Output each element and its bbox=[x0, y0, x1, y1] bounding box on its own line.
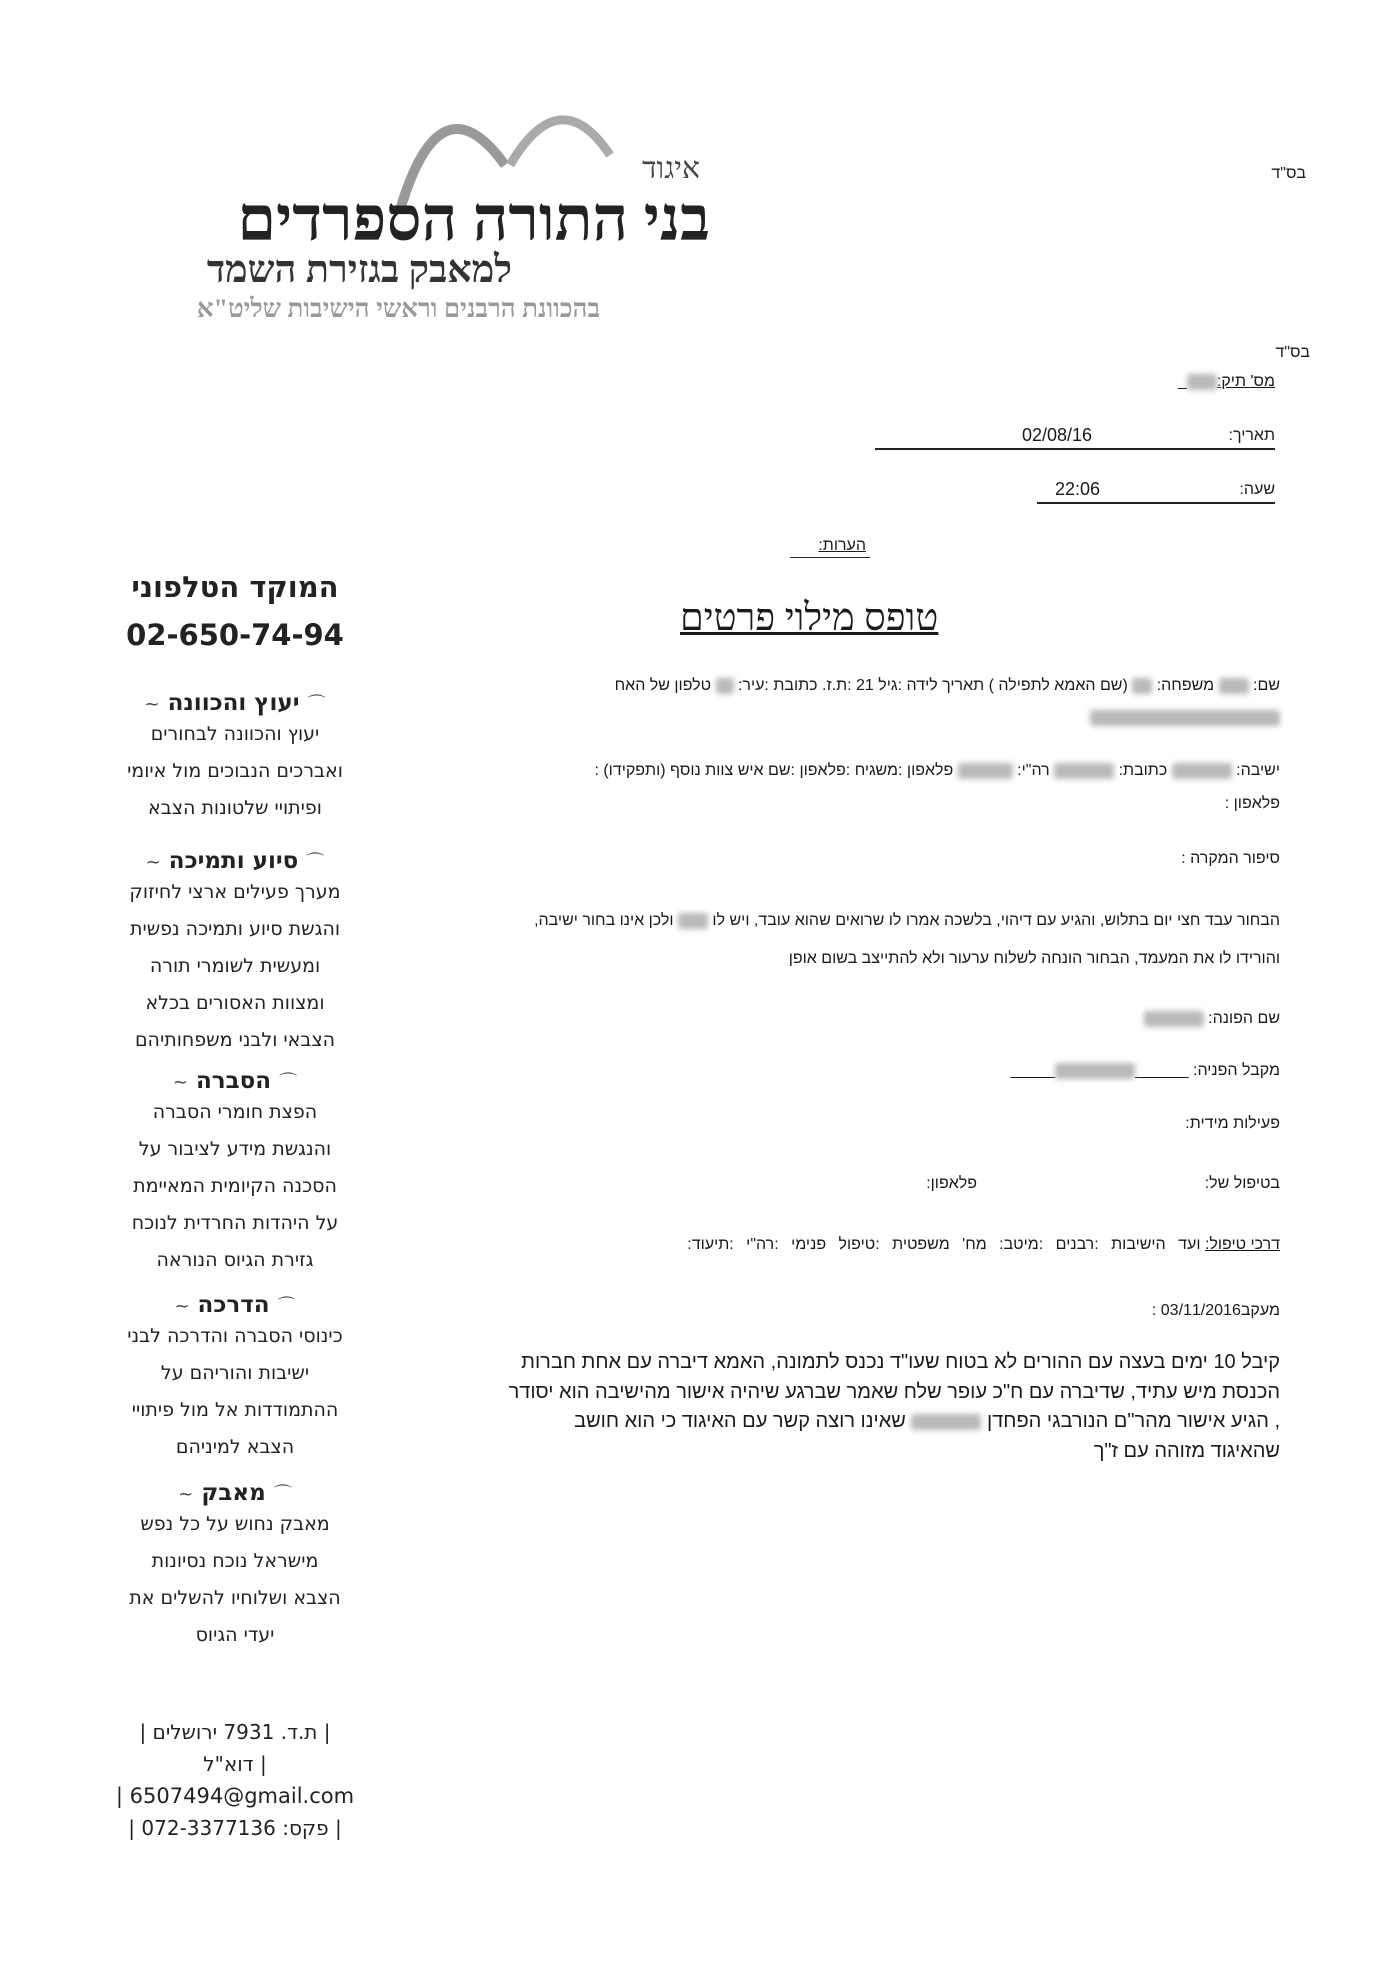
section-line: הצבאי ולבני משפחותיהם bbox=[134, 1029, 336, 1051]
followup-text-part: שאינו רוצה קשר עם האיגוד כי הוא חושב bbox=[574, 1410, 906, 1432]
email-address[interactable]: | 6507494@gmail.com bbox=[115, 1784, 355, 1808]
notes-underline bbox=[790, 557, 870, 558]
story-label: סיפור המקרה : bbox=[1181, 850, 1280, 867]
section-heading: הסברה bbox=[195, 1068, 272, 1094]
section-line: ההתמודדות אל מול פיתויי bbox=[131, 1399, 339, 1421]
section-line: והנגשת מידע לציבור על bbox=[138, 1138, 332, 1160]
followup-label: מעקב03/11/2016 : bbox=[1151, 1302, 1280, 1319]
sidebar-hotline bbox=[90, 570, 380, 652]
followup-line: קיבל 10 ימים בעצה עם ההורים לא בטוח שעו"ד נכנס לתמונה, האמא דיברה עם אחת חברות bbox=[521, 1351, 1280, 1373]
contact-footer bbox=[90, 1716, 380, 1844]
section-line: כינוסי הסברה והדרכה לבני bbox=[127, 1325, 343, 1347]
logo-name: בני התורה הספרדים bbox=[237, 186, 710, 254]
family-label: משפחה: bbox=[1156, 677, 1215, 694]
receiver-field: מקבל הפניה: ___________ bbox=[1010, 1062, 1280, 1079]
time-underline bbox=[1037, 502, 1275, 504]
section-line: ופיתויי שלטונות הצבא bbox=[148, 797, 322, 819]
date-value: 02/08/16 bbox=[1022, 425, 1093, 445]
section-heading: מאבק bbox=[201, 1480, 266, 1506]
notes-label: הערות: bbox=[818, 537, 866, 554]
section-line: מישראל נוכח נסיונות bbox=[151, 1550, 319, 1572]
sidebar-section: ⌒ הדרכה ~ כינוסי הסברה והדרכה לבני ישיבות והוריהם על ההתמודדות אל מול פיתויי הצבא למיניהם bbox=[90, 1292, 380, 1466]
section-line: על היהדות החרדית לנוכח bbox=[131, 1212, 339, 1234]
fax-number: | פקס: 072-3377136 | bbox=[128, 1816, 342, 1840]
form-title: טופס מילוי פרטים bbox=[680, 597, 939, 639]
sidebar-section: ⌒ הסברה ~ הפצת חומרי הסברה והנגשת מידע לציבור על הסכנה הקיומית המאיימת על היהדות החרדית לנוכח גזירת הגיוס הנוראה bbox=[90, 1068, 380, 1279]
followup-line bbox=[509, 1407, 1280, 1437]
redacted bbox=[1172, 763, 1232, 779]
logo-tagline: למאבק בגזירת השמד bbox=[206, 249, 512, 291]
methods-line bbox=[687, 1236, 1280, 1254]
section-line: ישיבות והוריהם על bbox=[160, 1362, 310, 1384]
redacted bbox=[678, 913, 708, 929]
po-box: | ת.ד. 7931 ירושלים | bbox=[139, 1720, 331, 1744]
yeshiva-line bbox=[594, 762, 1280, 780]
caller-field bbox=[1144, 1010, 1280, 1028]
hotline-phone: 02-650-74-94 bbox=[126, 618, 344, 652]
section-heading: סיוע ותמיכה bbox=[168, 848, 299, 874]
yeshiva-label: ישיבה: bbox=[1236, 762, 1280, 779]
logo-subtitle: בהכוונת הרבנים וראשי הישיבות שליט"א bbox=[196, 294, 600, 323]
caller-label: שם הפונה: bbox=[1208, 1010, 1280, 1027]
section-line: גזירת הגיוס הנוראה bbox=[156, 1249, 314, 1271]
brother-phone-label: טלפון של האח bbox=[614, 677, 712, 694]
address-label: כתובת: bbox=[1118, 762, 1168, 779]
yeshiva-details: פלאפון :משגיח :פלאפון :שם איש צוות נוסף (ותפקידו) : bbox=[594, 762, 954, 779]
redacted bbox=[1054, 763, 1114, 779]
section-line: ואברכים הנבוכים מול איומי bbox=[127, 760, 343, 782]
redacted bbox=[1144, 1011, 1204, 1027]
section-line: והגשת סיוע ותמיכה נפשית bbox=[129, 918, 341, 940]
redacted bbox=[1055, 1063, 1135, 1079]
cell-label: פלאפון: bbox=[926, 1175, 977, 1192]
methods-label: דרכי טיפול: bbox=[1204, 1236, 1280, 1253]
time-label: שעה: bbox=[1239, 481, 1275, 498]
story-line: והורידו לו את המעמד, הבחור הונחה לשלוח ערעור ולא להתייצב בשום אופן bbox=[788, 950, 1280, 967]
redacted-phone bbox=[1090, 710, 1280, 726]
sidebar-section: ⌒ סיוע ותמיכה ~ מערך פעילים ארצי לחיזוק והגשת סיוע ותמיכה נפשית ומעשית לשומרי תורה ומצוות האסורים בכלא הצבאי ולבני משפחותיהם bbox=[90, 848, 380, 1059]
section-line: הפצת חומרי הסברה bbox=[152, 1101, 318, 1123]
followup-text bbox=[509, 1348, 1280, 1466]
name-label: שם: bbox=[1253, 677, 1280, 694]
story-text: הבחור עבד חצי יום בתלוש, והגיע עם דיהוי, בלשכה אמרו לו שרואים שהוא עובד, ויש לו bbox=[712, 912, 1280, 929]
handled-by-label: בטיפול של: bbox=[1204, 1175, 1280, 1192]
yeshiva-phone-label: פלאפון : bbox=[1224, 795, 1280, 812]
redacted bbox=[1132, 678, 1152, 694]
rosh-yeshiva-label: רה"י: bbox=[1017, 762, 1050, 779]
section-heading: הדרכה bbox=[197, 1292, 270, 1318]
followup-line: הכנסת מיש עתיד, שדיברה עם ח"כ עופר שלח שאמר שברגע שיהיה אישור מהישיבה הוא יסודר bbox=[508, 1380, 1280, 1403]
story-text: ולכן אינו בחור ישיבה, bbox=[534, 912, 674, 929]
actions-label: פעילות מידית: bbox=[1185, 1115, 1280, 1132]
hotline-title: המוקד הטלפוני bbox=[131, 570, 339, 604]
redacted bbox=[1219, 678, 1249, 694]
section-line: ומצוות האסורים בכלא bbox=[145, 992, 325, 1014]
receiver-label: מקבל הפניה: bbox=[1193, 1062, 1280, 1079]
email-label: | דוא"ל bbox=[203, 1752, 267, 1776]
date-underline bbox=[875, 448, 1275, 450]
section-line: יעדי הגיוס bbox=[195, 1624, 275, 1646]
sidebar-section: ⌒ מאבק ~ מאבק נחוש על כל נפש מישראל נוכח נסיונות הצבא ושלוחיו להשלים את יעדי הגיוס bbox=[90, 1480, 380, 1654]
section-line: מערך פעילים ארצי לחיזוק bbox=[129, 881, 341, 903]
section-line: הצבא ושלוחיו להשלים את bbox=[129, 1587, 341, 1609]
name-line bbox=[615, 677, 1280, 695]
section-line: ומעשית לשומרי תורה bbox=[149, 955, 321, 977]
section-line: יעוץ והכוונה לבחורים bbox=[150, 723, 320, 745]
section-line: הצבא למיניהם bbox=[175, 1436, 295, 1458]
redacted bbox=[958, 763, 1013, 779]
logo-prefix: איגוד bbox=[642, 152, 700, 185]
sidebar-section: ⌒ יעוץ והכוונה ~ יעוץ והכוונה לבחורים ואברכים הנבוכים מול איומי ופיתויי שלטונות הצבא bbox=[90, 690, 380, 827]
redacted bbox=[1187, 374, 1217, 390]
story-line bbox=[534, 912, 1280, 930]
bsd-top: בס"ד bbox=[1271, 165, 1306, 182]
section-line: הסכנה הקיומית המאיימת bbox=[133, 1175, 337, 1197]
redacted bbox=[911, 1414, 981, 1430]
section-line: מאבק נחוש על כל נפש bbox=[140, 1513, 330, 1535]
followup-line: שהאיגוד מזוהה עם ז"ך bbox=[1093, 1439, 1280, 1462]
followup-text-part: , הגיע אישור מהר"ם הנורבגי הפחדן bbox=[987, 1410, 1280, 1432]
date-label: תאריך: bbox=[1228, 427, 1275, 444]
redacted bbox=[716, 678, 734, 694]
file-number-field: מס' תיק:_ bbox=[1178, 373, 1275, 390]
bsd-form: בס"ד bbox=[1275, 344, 1310, 361]
time-value: 22:06 bbox=[1055, 479, 1101, 499]
personal-details: (שם האמא לתפילה ) תאריך לידה :גיל 21 :ת.ז. כתובת :עיר: bbox=[737, 677, 1128, 694]
section-heading: יעוץ והכוונה bbox=[167, 690, 300, 716]
file-number-label: מס' תיק: bbox=[1216, 373, 1275, 390]
methods-options: ועד הישיבות :רבנים :מיטב: מח' משפטית :טיפול פנימי :רה"י :תיעוד: bbox=[687, 1236, 1201, 1253]
